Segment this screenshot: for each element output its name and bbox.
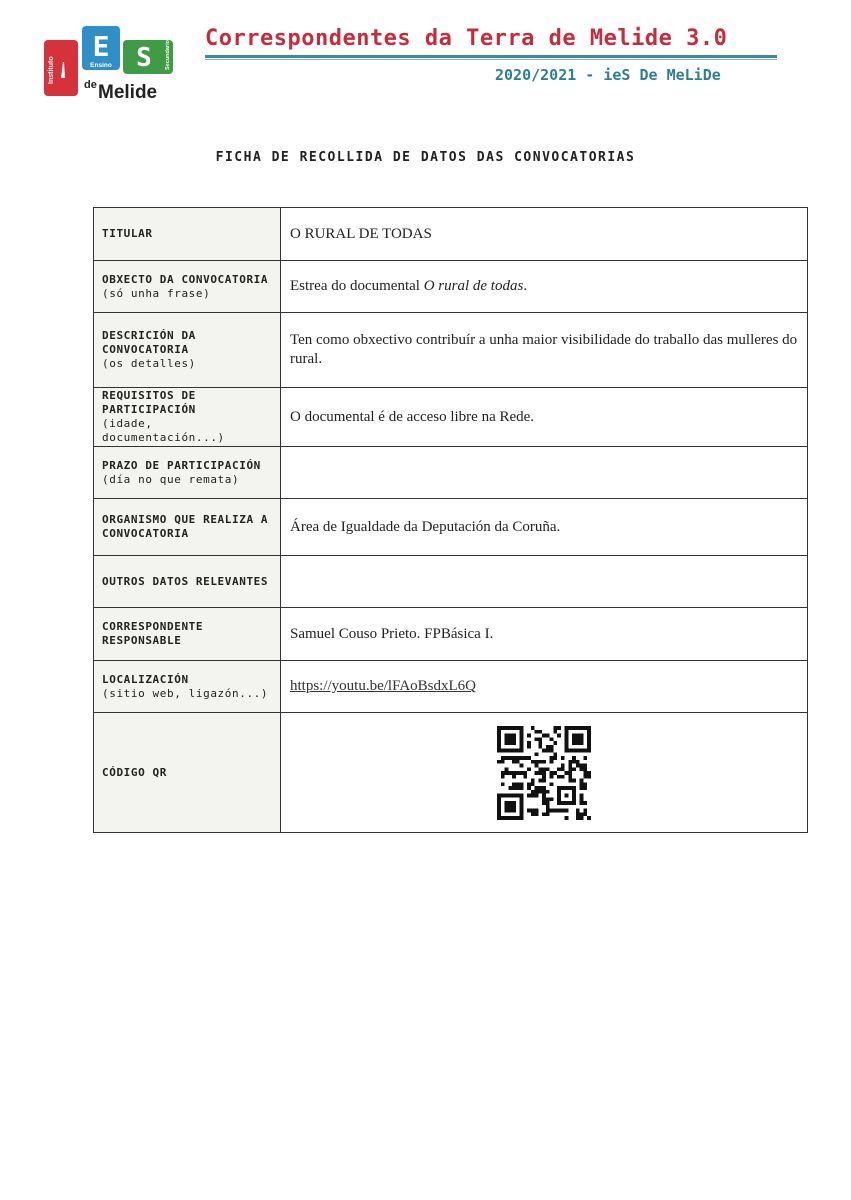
- row-titular: [94, 208, 808, 261]
- row-localizacion: [94, 661, 808, 713]
- value-outros: [281, 556, 808, 608]
- school-logo: [44, 26, 179, 101]
- label-prazo: PRAZO DE PARTICIPACIÓN (día no que remata): [94, 447, 281, 499]
- label-organismo: ORGANISMO QUE REALIZA A CONVOCATORIA: [94, 499, 281, 556]
- label-obxecto: OBXECTO DA CONVOCATORIA (só unha frase): [94, 261, 281, 313]
- row-organismo: [94, 499, 808, 556]
- value-requisitos: O documental é de acceso libre na Rede.: [281, 388, 808, 447]
- row-qr: [94, 713, 808, 833]
- qr-code-icon[interactable]: [497, 726, 591, 820]
- label-descricion: DESCRICIÓN DA CONVOCATORIA (os detalles): [94, 313, 281, 388]
- svg-text:Melide: Melide: [98, 82, 158, 101]
- label-titular: TITULAR: [94, 208, 281, 261]
- label-qr: CÓDIGO QR: [94, 713, 281, 833]
- row-requisitos: [94, 388, 808, 447]
- video-link[interactable]: https://youtu.be/lFAoBsdxL6Q: [290, 678, 476, 694]
- label-outros: OUTROS DATOS RELEVANTES: [94, 556, 281, 608]
- svg-text:S: S: [136, 43, 152, 73]
- header-subtitle: 2020/2021 - ieS De MeLiDe: [495, 66, 721, 84]
- header-underline-thin: [205, 59, 777, 60]
- row-outros: [94, 556, 808, 608]
- header-title: Correspondentes da Terra de Melide 3.0: [205, 26, 728, 51]
- data-form-table: [93, 207, 808, 833]
- row-prazo: [94, 447, 808, 499]
- value-localizacion: [281, 661, 808, 713]
- value-prazo: [281, 447, 808, 499]
- svg-text:de: de: [84, 79, 97, 91]
- value-organismo: Área de Igualdade da Deputación da Coruña.: [281, 499, 808, 556]
- value-descricion: Ten como obxectivo contribuír a unha maior visibilidade do traballo das mulleres do rural.: [281, 313, 808, 388]
- header-underline: [205, 55, 777, 58]
- value-correspondente: Samuel Couso Prieto. FPBásica I.: [281, 608, 808, 661]
- svg-text:E: E: [92, 30, 110, 63]
- label-correspondente: CORRESPONDENTE RESPONSABLE: [94, 608, 281, 661]
- value-titular: O RURAL DE TODAS: [281, 208, 808, 261]
- value-qr: [281, 713, 808, 833]
- svg-text:Ensino: Ensino: [90, 62, 112, 69]
- label-localizacion: LOCALIZACIÓN (sitio web, ligazón...): [94, 661, 281, 713]
- svg-text:Instituto: Instituto: [48, 56, 55, 84]
- value-obxecto: Estrea do documental O rural de todas.: [281, 261, 808, 313]
- row-obxecto: [94, 261, 808, 313]
- row-correspondente: [94, 608, 808, 661]
- row-descricion: [94, 313, 808, 388]
- form-title: FICHA DE RECOLLIDA DE DATOS DAS CONVOCATORIAS: [215, 150, 636, 165]
- svg-text:Secundario: Secundario: [165, 40, 171, 70]
- label-requisitos: REQUISITOS DE PARTICIPACIÓN (idade, documentación...): [94, 388, 281, 447]
